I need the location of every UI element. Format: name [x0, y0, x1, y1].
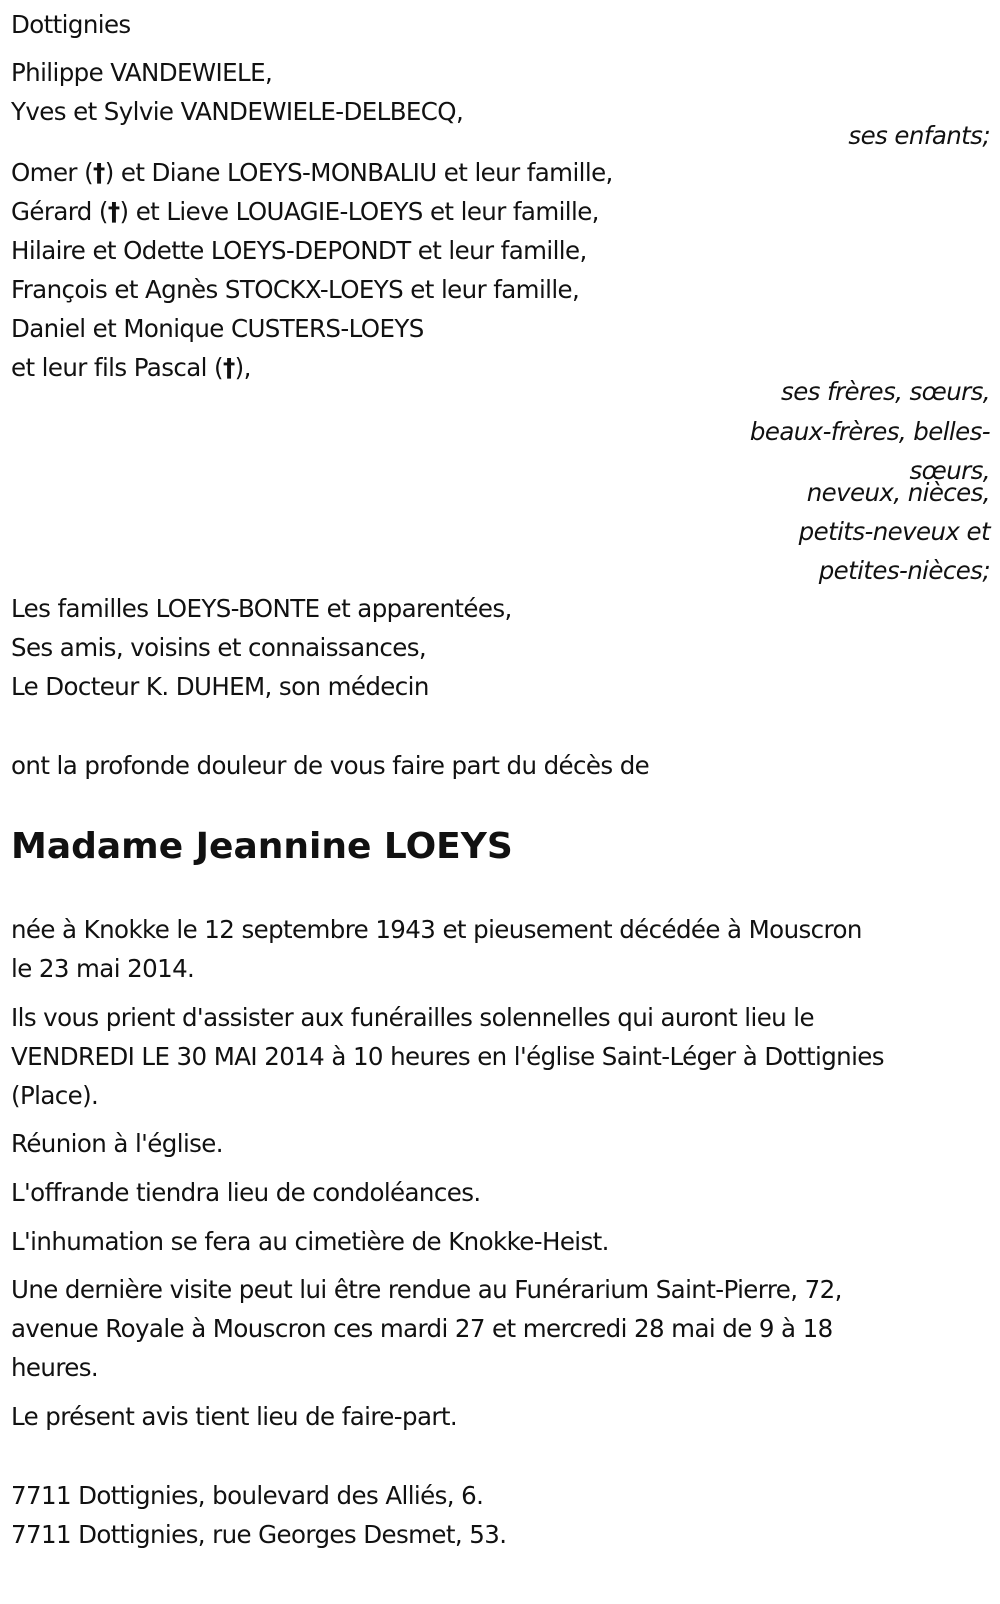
- sibling-text: Gérard (: [11, 197, 108, 226]
- paragraph-line: Une dernière visite peut lui être rendue au Funérarium Saint-Pierre, 72,: [11, 1275, 842, 1304]
- address-line: 7711 Dottignies, boulevard des Alliés, 6.: [11, 1481, 484, 1510]
- sibling-line: [11, 275, 579, 304]
- paragraph-line: née à Knokke le 12 septembre 1943 et pieusement décédée à Mouscron: [11, 915, 862, 944]
- offering-text: L'offrande tiendra lieu de condoléances.: [11, 1178, 481, 1207]
- sibling-text: Daniel et Monique CUSTERS-LOEYS: [11, 314, 424, 343]
- siblings-relation-line: petits-neveux et: [798, 517, 990, 546]
- siblings-relation-line: beaux-frères, belles-: [749, 417, 990, 446]
- sibling-line: [11, 236, 587, 265]
- sibling-text: Omer (: [11, 158, 94, 187]
- children-relation: ses enfants;: [848, 121, 990, 150]
- sibling-line: [11, 158, 613, 187]
- sibling-text: Hilaire et Odette LOEYS-DEPONDT et leur famille,: [11, 236, 587, 265]
- siblings-relation-line: sœurs,: [909, 456, 990, 485]
- child-line: Yves et Sylvie VANDEWIELE-DELBECQ,: [11, 97, 464, 126]
- paragraph-line: le 23 mai 2014.: [11, 954, 195, 983]
- deceased-name: Madame Jeannine LOEYS: [11, 826, 513, 867]
- siblings-relation-line: petites-nièces;: [818, 556, 990, 585]
- cross-icon: †: [223, 353, 235, 382]
- cross-icon: †: [107, 197, 120, 226]
- sibling-text: ) et Lieve LOUAGIE-LOEYS et leur famille,: [119, 197, 599, 226]
- paragraph-line: (Place).: [11, 1081, 99, 1110]
- cross-icon: †: [93, 158, 105, 187]
- city-header: Dottignies: [11, 10, 131, 39]
- other-line: Le Docteur K. DUHEM, son médecin: [11, 672, 429, 701]
- address-line: 7711 Dottignies, rue Georges Desmet, 53.: [11, 1520, 507, 1549]
- other-line: Les familles LOEYS-BONTE et apparentées,: [11, 594, 512, 623]
- siblings-relation-line: neveux, nièces,: [806, 478, 990, 507]
- sibling-text: François et Agnès STOCKX-LOEYS et leur famille,: [11, 275, 580, 304]
- other-line: Ses amis, voisins et connaissances,: [11, 633, 427, 662]
- sibling-line: [11, 314, 424, 343]
- meeting-text: Réunion à l'église.: [11, 1129, 223, 1158]
- sibling-text: ) et Diane LOEYS-MONBALIU et leur famille,: [104, 158, 613, 187]
- paragraph-line: avenue Royale à Mouscron ces mardi 27 et mercredi 28 mai de 9 à 18: [11, 1314, 833, 1343]
- sibling-line: [11, 197, 599, 226]
- paragraph-line: VENDREDI LE 30 MAI 2014 à 10 heures en l'église Saint-Léger à Dottignies: [11, 1042, 884, 1071]
- burial-text: L'inhumation se fera au cimetière de Knokke-Heist.: [11, 1227, 609, 1256]
- siblings-relation-line: ses frères, sœurs,: [781, 377, 990, 406]
- paragraph-line: heures.: [11, 1353, 99, 1382]
- announcement-text: ont la profonde douleur de vous faire part du décès de: [11, 751, 650, 780]
- sibling-text: ),: [234, 353, 251, 382]
- child-line: Philippe VANDEWIELE,: [11, 58, 273, 87]
- notice-text: Le présent avis tient lieu de faire-part.: [11, 1402, 458, 1431]
- sibling-line: [11, 353, 251, 382]
- paragraph-line: Ils vous prient d'assister aux funérailles solennelles qui auront lieu le: [11, 1003, 814, 1032]
- sibling-text: et leur fils Pascal (: [11, 353, 224, 382]
